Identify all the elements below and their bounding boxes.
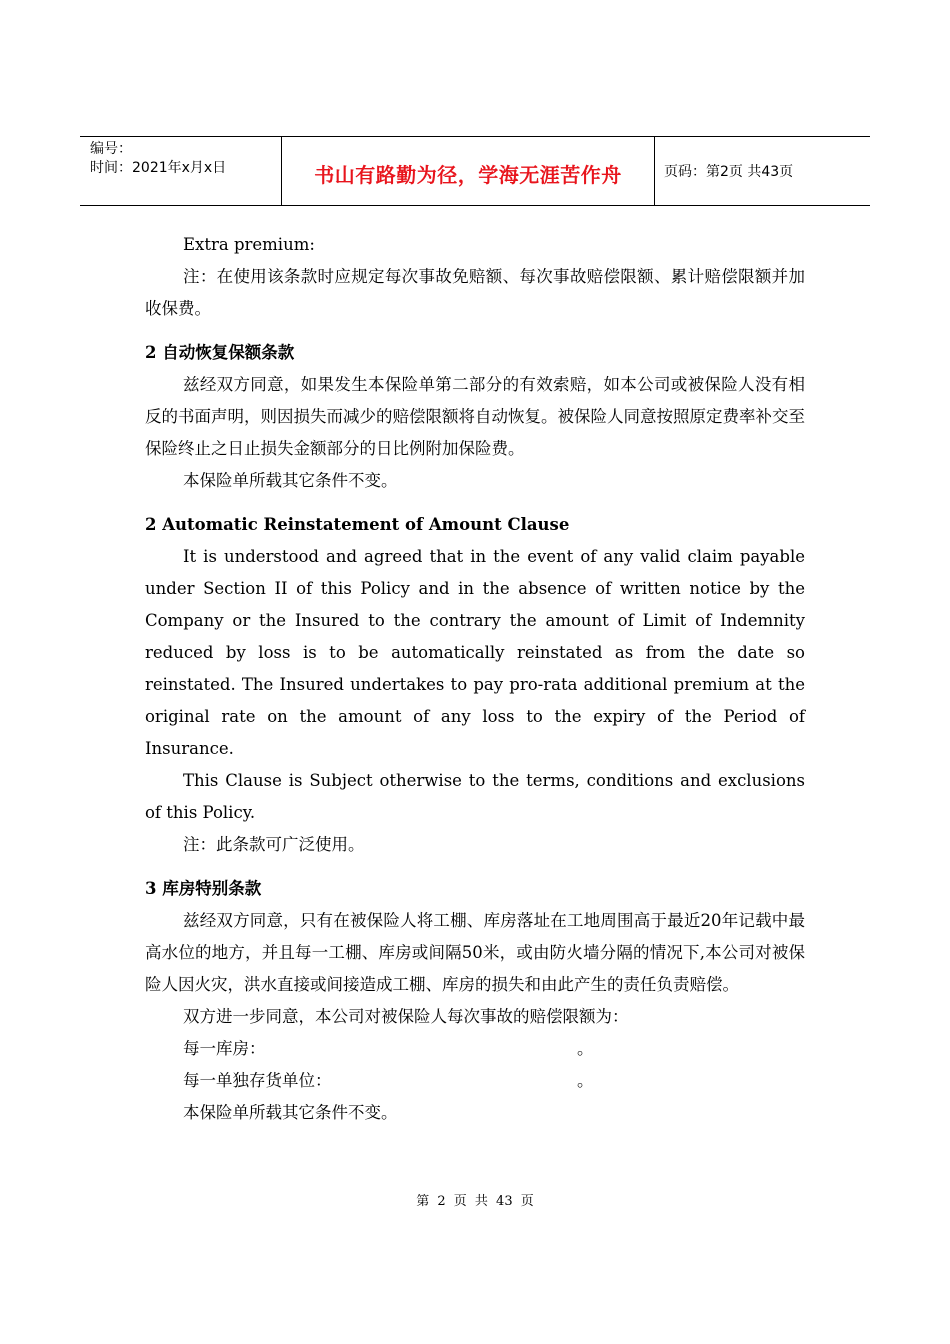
limit-item-end: 。	[577, 1071, 594, 1090]
section-2-en-paragraph: This Clause is Subject otherwise to the terms, conditions and exclusions of this Policy.	[145, 771, 805, 822]
document-body	[145, 229, 805, 1129]
note-paragraph: 注：在使用该条款时应规定每次事故免赔额、每次事故赔偿限额、累计赔偿限额并加收保费。	[145, 267, 805, 318]
section-2-cn-paragraph: 兹经双方同意，如果发生本保险单第二部分的有效索赔，如本公司或被保险人没有相反的书面声明，则因损失而减少的赔偿限额将自动恢复。被保险人同意按照原定费率补交至保险终止之日止损失金额部分的日比例附加保险费。	[145, 375, 805, 458]
limit-item-label: 每一库房：	[183, 1039, 266, 1058]
limit-item-end: 。	[577, 1039, 594, 1058]
limit-item-warehouse	[145, 1033, 805, 1065]
header-meta	[90, 140, 290, 178]
header-motto: 书山有路勤为径，学海无涯苦作舟	[314, 163, 622, 187]
section-3-paragraph: 双方进一步同意，本公司对被保险人每次事故的赔偿限额为：	[183, 1007, 629, 1026]
page-header	[80, 136, 870, 206]
page-footer: 第 2 页 共 43 页	[416, 1194, 534, 1209]
limit-item-label: 每一单独存货单位：	[183, 1071, 332, 1090]
limit-item-stock-unit	[145, 1065, 805, 1097]
section-2-en-title: 2 Automatic Reinstatement of Amount Clause	[145, 515, 570, 534]
note-paragraph: 注：此条款可广泛使用。	[183, 835, 365, 854]
header-divider	[654, 137, 655, 205]
section-2-cn-paragraph: 本保险单所载其它条件不变。	[183, 471, 398, 490]
document-time: 时间：2021年x月x日	[90, 160, 227, 176]
section-3-paragraph: 本保险单所载其它条件不变。	[183, 1103, 398, 1122]
section-3-title: 3 库房特别条款	[145, 879, 262, 898]
extra-premium-line: Extra premium:	[183, 235, 315, 254]
section-2-en-paragraph: It is understood and agreed that in the event of any valid claim payable under Section II of this Policy and in the absence of written notice by the Company or the Insured to the contrary the amount of Limit of Indemnity reduced by loss is to be automatically reinstated as from the date so reinstated. The Insured undertakes to pay pro-rata additional premium at the original rate on the amount of any loss to the expiry of the Period of Insurance.	[145, 547, 805, 758]
section-3-paragraph: 兹经双方同意，只有在被保险人将工棚、库房落址在工地周围高于最近20年记载中最高水位的地方，并且每一工棚、库房或间隔50米，或由防火墙分隔的情况下,本公司对被保险人因火灾，洪水直接或间接造成工棚、库房的损失和由此产生的责任负责赔偿。	[145, 911, 805, 994]
header-page-info: 页码：第2页 共43页	[664, 164, 794, 180]
section-2-cn-title: 2 自动恢复保额条款	[145, 343, 295, 362]
document-number-label: 编号：	[90, 141, 132, 157]
